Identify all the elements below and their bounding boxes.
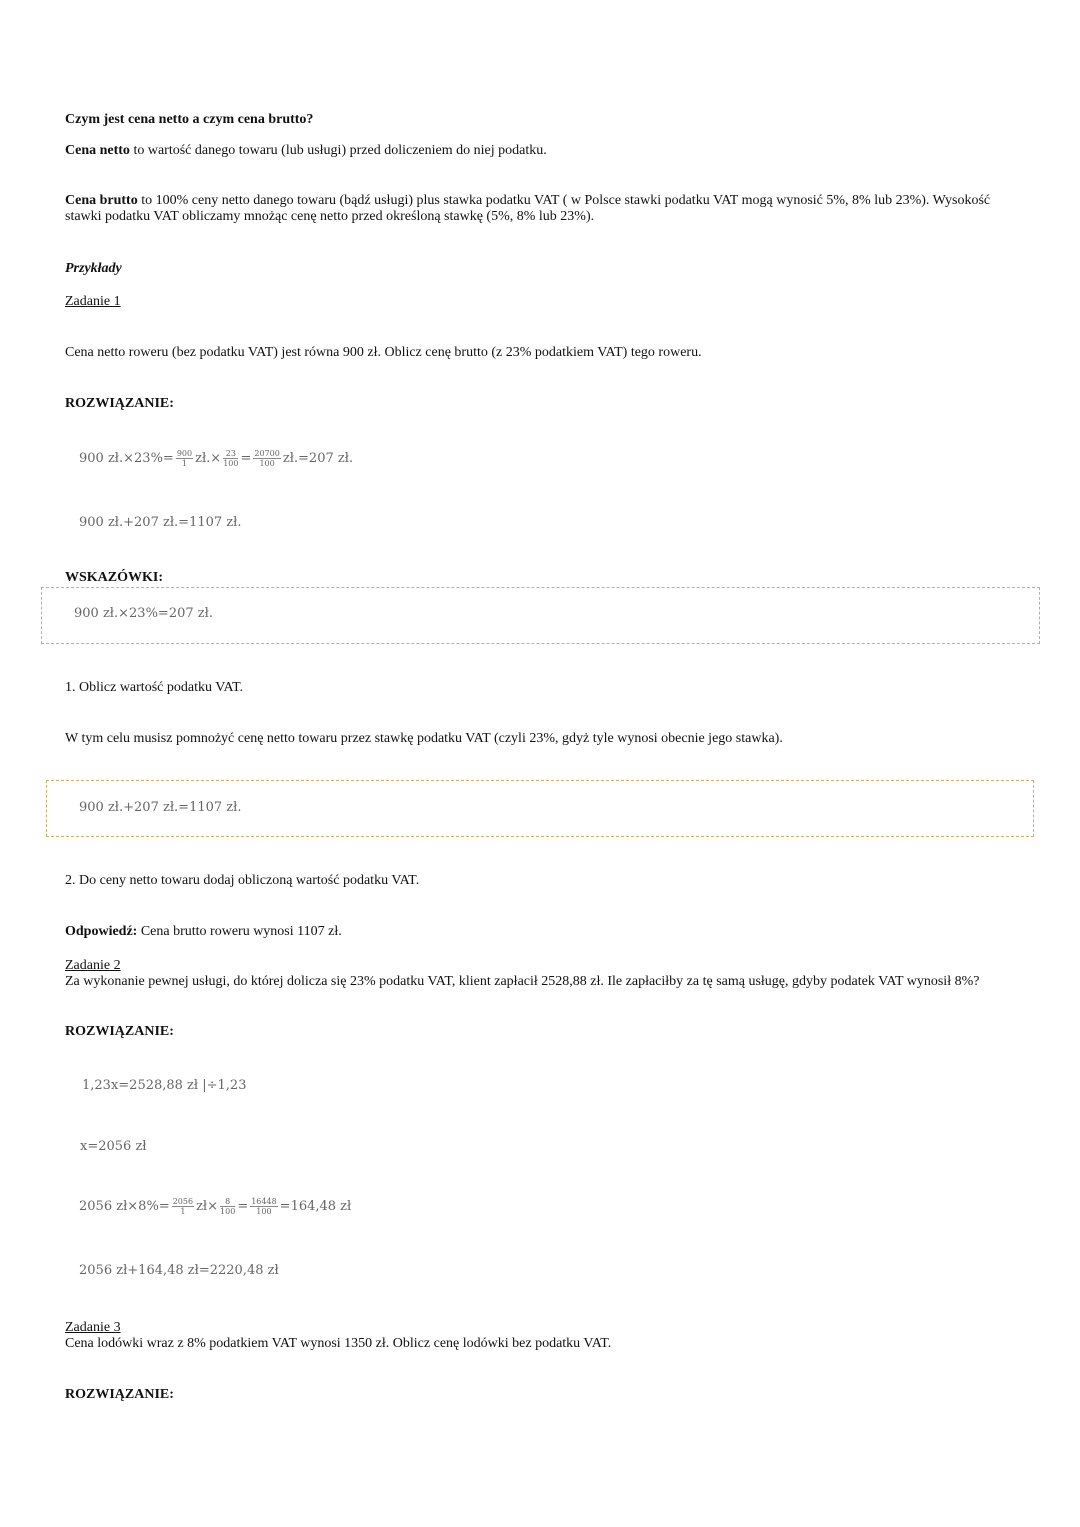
task1-title: Zadanie 1	[65, 294, 121, 309]
task1-answer	[65, 924, 342, 940]
task1-equation-1	[79, 449, 353, 468]
hint-equation-1: 900 zł.×23%=207 zł.	[74, 606, 213, 621]
hint-equation-2: 900 zł.+207 zł.=1107 zł.	[79, 800, 242, 815]
eq-part: 2056 zł×8%=	[79, 1199, 170, 1214]
eq-part: =164,48 zł	[279, 1199, 352, 1214]
task1-solution-label: ROZWIĄZANIE:	[65, 396, 174, 411]
fraction	[250, 1197, 277, 1216]
task3-text: Cena lodówki wraz z 8% podatkiem VAT wynosi 1350 zł. Oblicz cenę lodówki bez podatku VAT.	[65, 1336, 612, 1351]
denominator: 100	[256, 1207, 272, 1216]
denominator: 1	[180, 1207, 186, 1216]
numerator: 20700	[254, 449, 280, 458]
fraction	[220, 1197, 235, 1216]
task2-equation-1: 1,23x=2528,88 zł |÷1,23	[82, 1078, 247, 1093]
task1-equation-2: 900 zł.+207 zł.=1107 zł.	[79, 515, 242, 530]
step-1: 1. Oblicz wartość podatku VAT.	[65, 680, 244, 695]
examples-label: Przykłady	[65, 261, 122, 276]
task2-equation-4: 2056 zł+164,48 zł=2220,48 zł	[79, 1263, 279, 1278]
task2-equation-3	[79, 1197, 351, 1216]
netto-definition	[65, 143, 547, 159]
eq-part: 900 zł.×23%=	[79, 451, 174, 466]
brutto-term: Cena brutto	[65, 193, 138, 208]
page-title: Czym jest cena netto a czym cena brutto?	[65, 112, 314, 127]
denominator: 100	[223, 459, 239, 468]
eq-part: =	[240, 451, 252, 466]
task3-solution-label: ROZWIĄZANIE:	[65, 1387, 174, 1402]
numerator: 900	[176, 449, 193, 458]
task1-text: Cena netto roweru (bez podatku VAT) jest równa 900 zł. Oblicz cenę brutto (z 23% podatkiem VAT) tego roweru.	[65, 345, 702, 360]
eq-part: =	[237, 1199, 249, 1214]
denominator: 100	[259, 459, 275, 468]
task2-text: Za wykonanie pewnej usługi, do której dolicza się 23% podatku VAT, klient zapłacił 2528,88 zł. Ile zapłaciłby za tę samą usługę, gdyby podatek VAT wynosił 8%?	[65, 974, 980, 989]
step-1-text: W tym celu musisz pomnożyć cenę netto towaru przez stawkę podatku VAT (czyli 23%, gdyż tyle wynosi obecnie jego stawka).	[65, 731, 783, 746]
numerator: 2056	[172, 1197, 194, 1206]
fraction	[176, 449, 193, 468]
step-2: 2. Do ceny netto towaru dodaj obliczoną wartość podatku VAT.	[65, 873, 420, 888]
answer-text: Cena brutto roweru wynosi 1107 zł.	[137, 924, 342, 939]
numerator: 23	[223, 449, 238, 459]
denominator: 100	[220, 1207, 236, 1216]
denominator: 1	[181, 459, 188, 468]
task2-equation-2: x=2056 zł	[80, 1139, 147, 1154]
task2-solution-label: ROZWIĄZANIE:	[65, 1024, 174, 1039]
fraction	[223, 449, 238, 468]
brutto-text: to 100% ceny netto danego towaru (bądź usługi) plus stawka podatku VAT ( w Polsce stawki podatku VAT mogą wynosić 5%, 8% lub 23%). Wysokość stawki podatku VAT obliczamy mnożąc cenę netto przed określoną stawkę (5%, 8% lub 23%).	[65, 193, 991, 224]
eq-part: zł.×	[195, 451, 222, 466]
eq-part: zł.=207 zł.	[282, 451, 354, 466]
task2-title: Zadanie 2	[65, 958, 121, 973]
brutto-definition	[65, 193, 1025, 225]
numerator: 16448	[251, 1197, 277, 1206]
fraction	[253, 449, 280, 468]
fraction	[172, 1197, 194, 1216]
netto-term: Cena netto	[65, 143, 130, 158]
answer-label: Odpowiedź:	[65, 924, 138, 939]
eq-part: zł×	[196, 1199, 219, 1214]
netto-text: to wartość danego towaru (lub usługi) przed doliczeniem do niej podatku.	[129, 143, 547, 158]
hints-label: WSKAZÓWKI:	[65, 570, 164, 585]
numerator: 8	[220, 1197, 235, 1207]
task3-title: Zadanie 3	[65, 1320, 121, 1335]
